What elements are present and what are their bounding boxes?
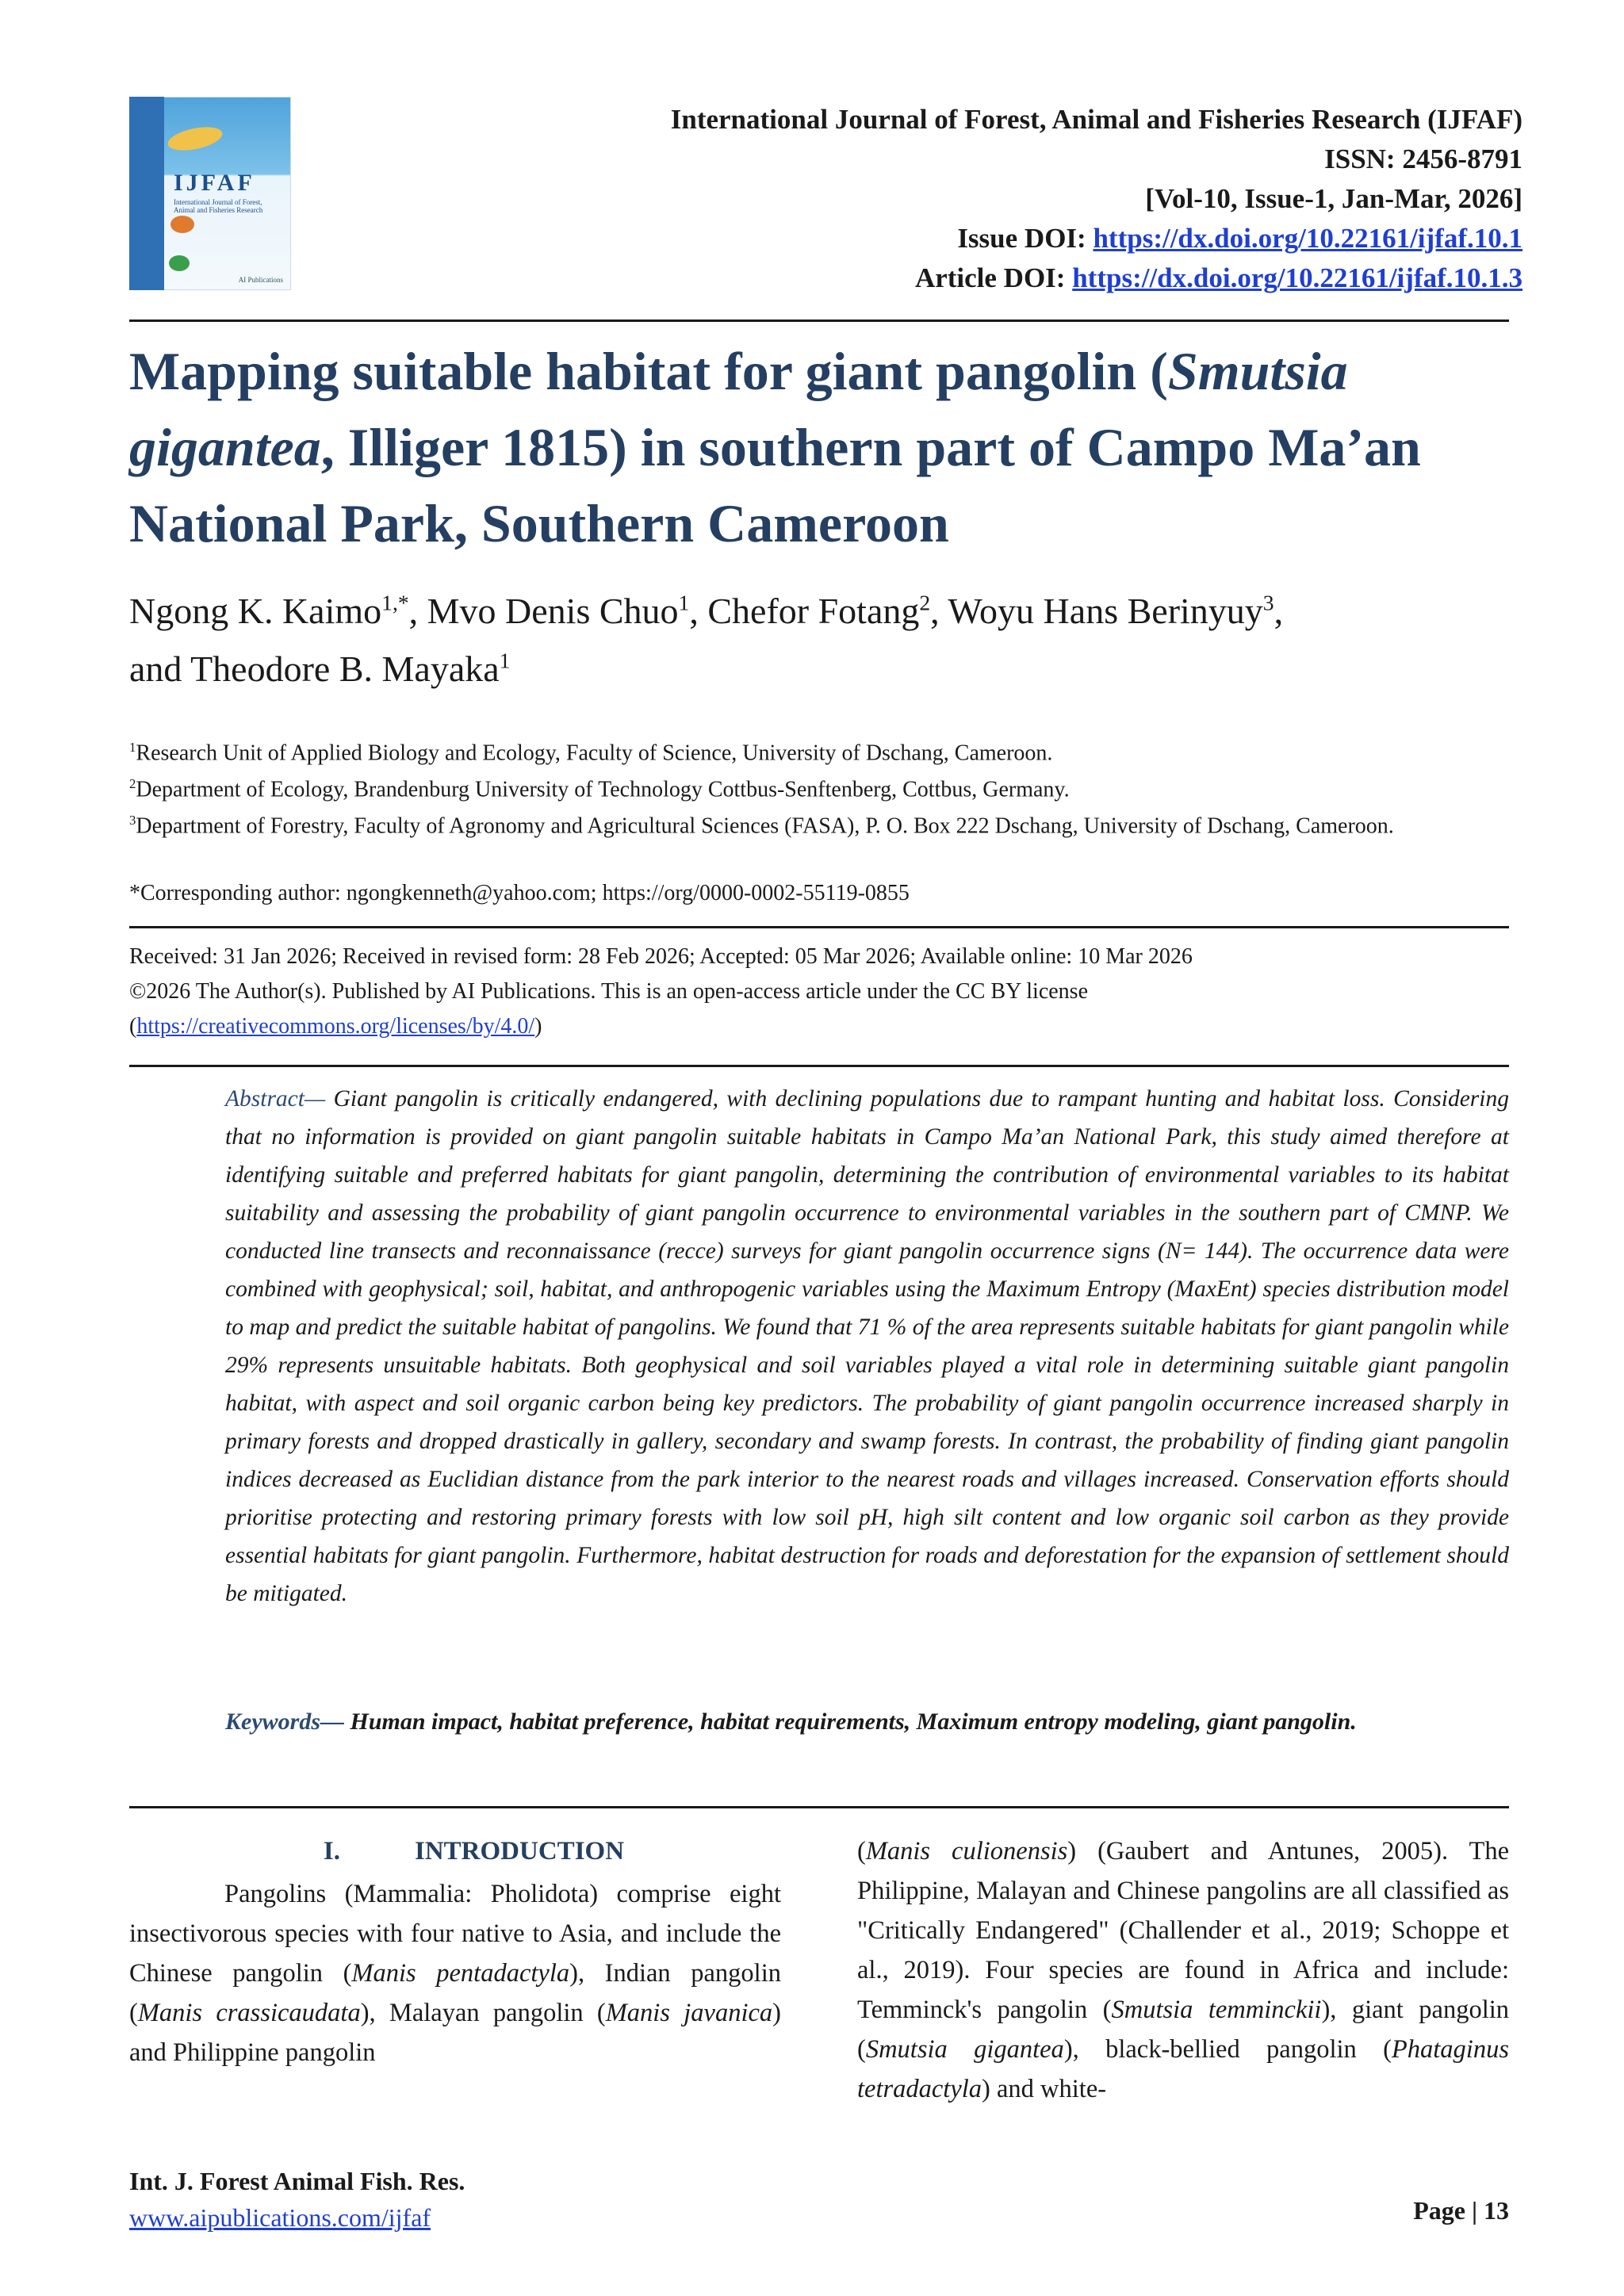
license-text: ©2026 The Author(s). Published by AI Publications. This is an open-access article under the CC BY license (129, 979, 1089, 1004)
body-text: ) and Philippine pangolin (129, 1999, 781, 2067)
author-separator: , (930, 591, 948, 632)
issue-doi-label: Issue DOI: (957, 223, 1086, 254)
author-separator: , (1274, 591, 1284, 632)
footer-website-link[interactable]: www.aipublications.com/ijfaf (129, 2203, 431, 2232)
author-separator: , (689, 591, 708, 632)
body-text: ) and white- (982, 2075, 1107, 2103)
footer-journal (129, 2163, 465, 2236)
author-list (129, 579, 1525, 694)
author-affil-mark: 1 (678, 591, 690, 615)
abstract-text: Giant pangolin is critically endangered, with declining populations due to rampant hunting and habitat loss. Considering that no information is provided on giant pangolin suitable habitats in Campo Ma’an National Park, this study aimed therefore at identifying suitable and preferred habitats for giant pangolin, determining the contribution of environmental variables to its habitat suitability and assessing the probability of giant pangolin occurrence to environmental variables in the southern part of CMNP. We conducted line transects and reconnaissance (recce) surveys for giant pangolin occurrence signs ( (225, 1086, 1509, 1264)
section-number: I. (323, 1837, 340, 1866)
journal-info (671, 100, 1522, 298)
license-link[interactable]: https://creativecommons.org/licenses/by/4.0/ (136, 1014, 535, 1039)
species-name: Smutsia gigantea (865, 2035, 1064, 2064)
affiliation-divider (129, 926, 1509, 928)
body-column-right (857, 1831, 1509, 2109)
species-name: Smutsia temminckii (1111, 1996, 1322, 2024)
title-part: , Illiger 1815) in southern part of Campo Ma’an National Park, Southern Cameroon (129, 417, 1421, 553)
cover-publisher: AI Publications (238, 276, 283, 284)
abstract-text: = 144). The occurrence data were combined with geophysical; soil, habitat, and anthropogenic variables using the Maximum Entropy (MaxEnt) species distribution model to map and predict the suitable habitat of pangolins. We found that 71 % of the area represents suitable habitats for giant pangolin while 29% represents unsuitable habitats. Both geophysical and soil variables played a vital role in determining suitable giant pangolin habitat, with aspect and soil organic carbon being key predictors. The probability of giant pangolin occurrence increased sharply in primary forests and dropped drastically in gallery, secondary and swamp forests. In contrast, the probability of finding giant pangolin indices decreased as Euclidian distance from the park interior to the nearest roads and villages increased. Conservation efforts should prioritise protecting and restoring primary forests with low soil pH, high silt content and low organic soil carbon as they provide essential habitats for giant pangolin. Furthermore, habitat destruction for roads and deforestation for the expansion of settlement should be mitigated. (225, 1238, 1509, 1606)
species-name: Manis pentadactyla (351, 1959, 570, 1988)
body-paragraph (129, 1874, 781, 2072)
journal-volume: [Vol-10, Issue-1, Jan-Mar, 2026] (1145, 183, 1522, 214)
author-name: Chefor Fotang (707, 591, 920, 632)
keywords (225, 1703, 1509, 1741)
article-title (129, 333, 1525, 561)
page-number: Page | 13 (1413, 2196, 1509, 2225)
cover-fish-illustration (166, 123, 224, 155)
author-affil-mark: 2 (919, 591, 931, 615)
article-doi-link[interactable]: https://dx.doi.org/10.22161/ijfaf.10.1.3 (1072, 262, 1522, 293)
body-column-left (129, 1831, 781, 2072)
cover-fish-illustration (170, 216, 194, 233)
abstract-divider (129, 1806, 1509, 1808)
body-text: ), Indian pangolin ( (129, 1959, 781, 2027)
abstract-label: Abstract— (225, 1086, 326, 1112)
article-dates (129, 939, 1509, 1044)
body-text: ) (Gaubert and Antunes, 2005). The Philippine, Malayan and Chinese pangolins are all classified as "Critically Endangered" (Challender et al., 2019; Schoppe et al., 2019). Four species are found in Africa and include: Temminck's pangolin ( (857, 1837, 1509, 2024)
corresponding-author: *Corresponding author: ngongkenneth@yahoo.com; https://org/0000-0002-55119-0855 (129, 881, 910, 905)
author-affil-mark: 1,* (381, 591, 409, 615)
cover-title: IJFAF (174, 170, 255, 196)
dates-divider (129, 1065, 1509, 1067)
title-part: Mapping suitable habitat for giant pangolin ( (129, 341, 1168, 401)
affiliation-text: Research Unit of Applied Biology and Ecology, Faculty of Science, University of Dschang, Cameroon. (136, 740, 1053, 766)
affiliation-mark: 3 (129, 813, 136, 828)
body-text: ( (857, 1837, 866, 1866)
history-dates: Received: 31 Jan 2026; Received in revised form: 28 Feb 2026; Accepted: 05 Mar 2026; Available online: 10 Mar 2026 (129, 944, 1193, 969)
author-name: Ngong K. Kaimo (129, 591, 382, 632)
author (129, 591, 427, 631)
journal-issn: ISSN: 2456-8791 (1324, 144, 1522, 174)
author (948, 591, 1283, 631)
author-affil-mark: 1 (499, 648, 511, 673)
body-text: ), giant pangolin ( (857, 1996, 1510, 2064)
author (129, 649, 510, 689)
affiliation (129, 802, 1509, 844)
cover-side-strip (129, 97, 164, 290)
journal-name: International Journal of Forest, Animal and Fisheries Research (IJFAF) (670, 104, 1522, 135)
species-name: Manis crassicaudata (137, 1999, 361, 2027)
section-title: INTRODUCTION (415, 1837, 625, 1866)
footer-journal-abbrev: Int. J. Forest Animal Fish. Res. (129, 2167, 465, 2195)
abstract-sample-size-symbol: N (1165, 1238, 1182, 1264)
affiliation-text: Department of Ecology, Brandenburg University of Technology Cottbus-Senftenberg, Cottbus, Germany. (136, 777, 1070, 802)
author-name: Mvo Denis Chuo (427, 591, 679, 632)
author (427, 591, 708, 631)
keywords-label: Keywords— (225, 1709, 344, 1735)
affiliation-text: Department of Forestry, Faculty of Agronomy and Agricultural Sciences (FASA), P. O. Box 222 Dschang, University of Dschang, Cameroon. (136, 813, 1394, 839)
species-name: Manis javanica (605, 1999, 773, 2027)
body-text: ), black-bellied pangolin ( (1063, 2035, 1392, 2064)
author-name: and Theodore B. Mayaka (129, 648, 500, 689)
issue-doi (671, 219, 1522, 258)
article-doi-label: Article DOI: (914, 262, 1066, 293)
section-heading (129, 1831, 781, 1871)
body-text: Pangolins (Mammalia: Pholidota) comprise eight insectivorous species with four native to Asia, and include the Chinese pangolin ( (129, 1880, 781, 1988)
abstract (225, 1080, 1509, 1613)
article-doi (671, 258, 1522, 298)
species-name: Manis culionensis (865, 1837, 1068, 1866)
body-paragraph (857, 1831, 1509, 2109)
author-affil-mark: 3 (1262, 591, 1274, 615)
author (707, 591, 948, 631)
author-name: Woyu Hans Berinyuy (948, 591, 1263, 632)
species-name: Phataginus tetradactyla (857, 2035, 1509, 2103)
header-divider (129, 320, 1509, 322)
journal-cover-thumbnail (129, 97, 291, 290)
keywords-text: Human impact, habitat preference, habitat requirements, Maximum entropy modeling, giant pangolin. (344, 1709, 1357, 1735)
affiliation-mark: 1 (129, 740, 136, 755)
title-species: Smutsia gigantea (129, 341, 1348, 477)
license-link-line: (https://creativecommons.org/licenses/by/4.0/) (129, 1014, 542, 1039)
issue-doi-link[interactable]: https://dx.doi.org/10.22161/ijfaf.10.1 (1093, 223, 1522, 254)
cover-frog-illustration (169, 255, 190, 271)
body-text: ), Malayan pangolin ( (360, 1999, 606, 2027)
affiliation-mark: 2 (129, 776, 136, 791)
author-separator: , (408, 591, 427, 632)
cover-subtitle: International Journal of Forest, Animal and Fisheries Research (174, 198, 263, 214)
